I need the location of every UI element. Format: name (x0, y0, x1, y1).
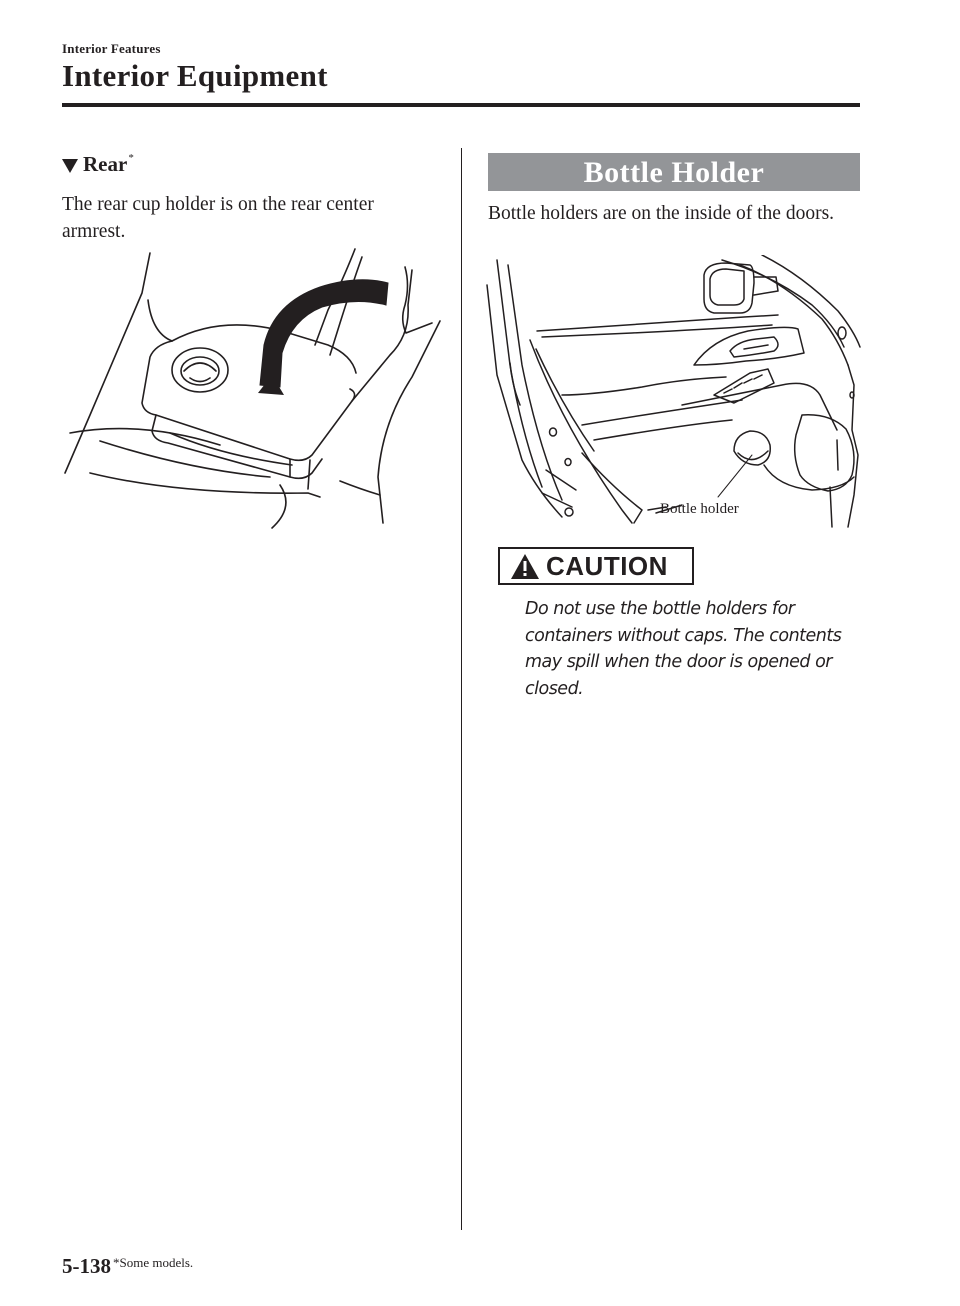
door-bottle-holder-illustration (482, 255, 867, 530)
section-label: Interior Features (62, 41, 161, 56)
page-footer (62, 1254, 193, 1279)
footnote-text: Some models. (119, 1255, 194, 1270)
footnote (113, 1255, 193, 1271)
caution-word: CAUTION (546, 550, 668, 581)
bottle-holder-callout: Bottle holder (660, 501, 739, 517)
caution-label (498, 547, 694, 585)
column-divider (461, 148, 462, 1230)
title-rule (62, 103, 860, 107)
page-number: 5-138 (62, 1254, 111, 1278)
triangle-marker-icon (62, 159, 78, 173)
footnote-marker: * (113, 1255, 120, 1270)
footnote-marker: * (128, 152, 134, 164)
page-title: Interior Equipment (62, 58, 328, 93)
rear-body-text: The rear cup holder is on the rear center armrest. (62, 194, 374, 242)
caution-text: Do not use the bottle holders for containers without caps. The contents may spill when the door is opened or closed. (525, 599, 842, 699)
subheading-text: Rear (83, 152, 128, 176)
warning-triangle-icon (510, 553, 540, 580)
rear-armrest-cup-holder-illustration (60, 245, 445, 530)
bottle-holder-body-text: Bottle holders are on the inside of the doors. (488, 203, 835, 224)
subheading-rear (62, 152, 134, 177)
bottle-holder-banner: Bottle Holder (488, 153, 860, 191)
